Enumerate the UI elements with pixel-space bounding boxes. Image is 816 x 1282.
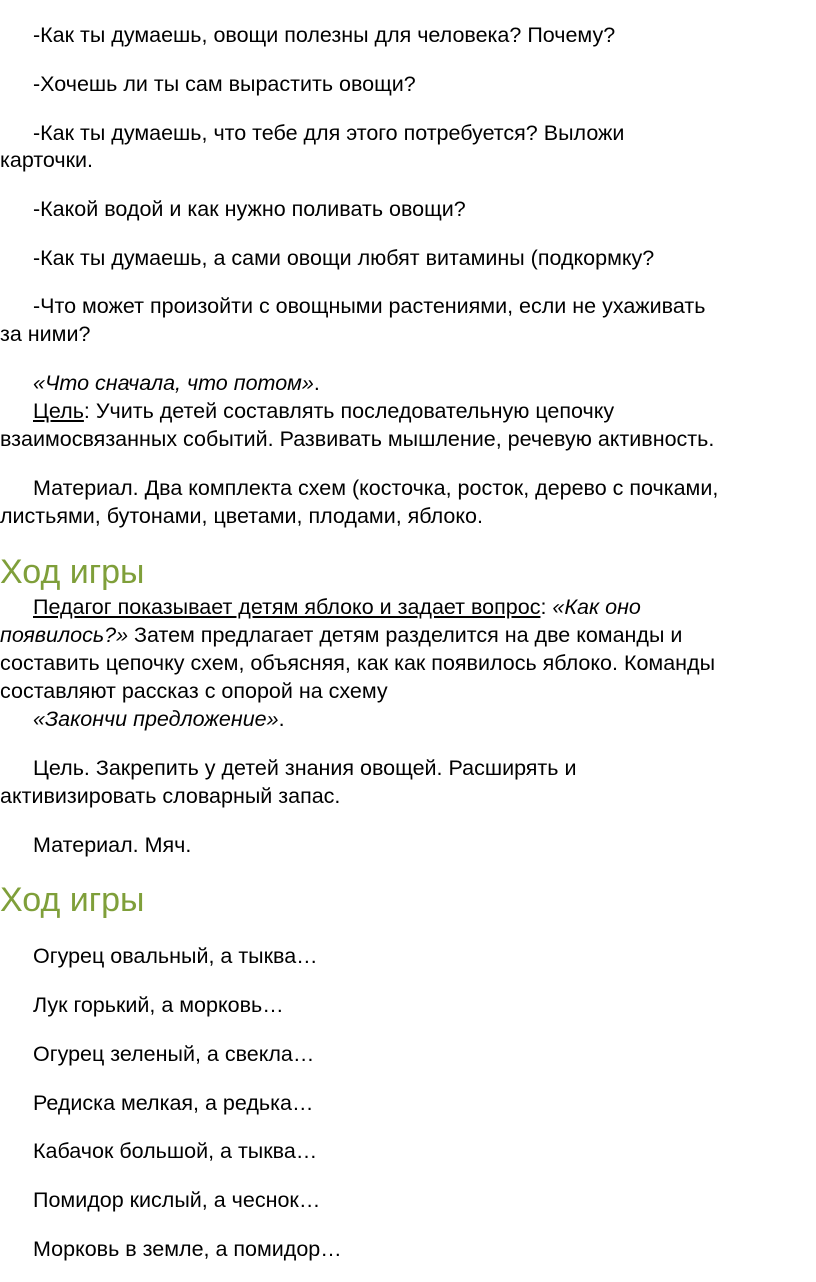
game-1-description-line-2: [0, 621, 816, 649]
question-3-line-1: -Как ты думаешь, что тебе для этого потребуется? Выложи: [33, 121, 625, 145]
list-item: Редиска мелкая, а редька…: [33, 1091, 314, 1115]
game-1-question-start: «Как оно: [552, 595, 641, 619]
game-1-material-line-2: листьями, бутонами, цветами, плодами, яблоко.: [0, 504, 483, 528]
game-1-title-text: «Что сначала, что потом»: [33, 371, 314, 395]
game-1-description-line-3: составить цепочку схем, объясняя, как как появилось яблоко. Команды: [0, 651, 716, 675]
question-4: -Какой водой и как нужно поливать овощи?: [33, 197, 466, 221]
game-1-heading: Ход игры: [0, 553, 145, 591]
game-2-title: [33, 705, 816, 733]
question-2: -Хочешь ли ты сам вырастить овощи?: [33, 72, 416, 96]
list-item: Помидор кислый, а чеснок…: [33, 1188, 321, 1212]
game-1-description-rest: Затем предлагает детям разделится на две команды и: [128, 623, 683, 647]
list-item: Огурец овальный, а тыква…: [33, 944, 318, 968]
game-1-title: [33, 369, 816, 397]
game-1-description-colon: :: [540, 595, 553, 619]
game-1-goal-line-2: взаимосвязанных событий. Развивать мышление, речевую активность.: [0, 427, 715, 451]
game-1-question-end: появилось?»: [0, 623, 129, 647]
game-1-description-line-1: [33, 593, 816, 621]
list-item: Кабачок большой, а тыква…: [33, 1139, 318, 1163]
list-item: Морковь в земле, а помидор…: [33, 1237, 342, 1261]
game-1-goal-label: Цель: [33, 399, 84, 423]
game-1-description-line-4: составляют рассказ с опорой на схему: [0, 679, 388, 703]
question-3-line-2: карточки.: [0, 148, 94, 172]
game-1-goal-line-1: [33, 397, 816, 425]
list-item: Лук горький, а морковь…: [33, 993, 284, 1017]
list-item: Огурец зеленый, а свекла…: [33, 1042, 315, 1066]
game-1-material-line-1: Материал. Два комплекта схем (косточка, росток, дерево с почками,: [33, 476, 719, 500]
game-2-goal-line-1: Цель. Закрепить у детей знания овощей. Расширять и: [33, 756, 577, 780]
game-2-title-period: .: [278, 707, 285, 731]
game-2-heading: Ход игры: [0, 881, 145, 919]
game-1-description-underlined: Педагог показывает детям яблоко и задает вопрос: [33, 595, 541, 619]
question-5: -Как ты думаешь, а сами овощи любят витамины (подкормку?: [33, 246, 655, 270]
game-2-material: Материал. Мяч.: [33, 833, 192, 857]
question-6-line-2: за ними?: [0, 322, 91, 346]
game-2-title-text: «Закончи предложение»: [33, 707, 279, 731]
game-1-goal-text: : Учить детей составлять последовательную цепочку: [83, 399, 615, 423]
question-6-line-1: -Что может произойти с овощными растениями, если не ухаживать: [33, 294, 706, 318]
question-1: -Как ты думаешь, овощи полезны для человека? Почему?: [33, 23, 616, 47]
game-1-title-period: .: [313, 371, 320, 395]
game-2-goal-line-2: активизировать словарный запас.: [0, 784, 341, 808]
